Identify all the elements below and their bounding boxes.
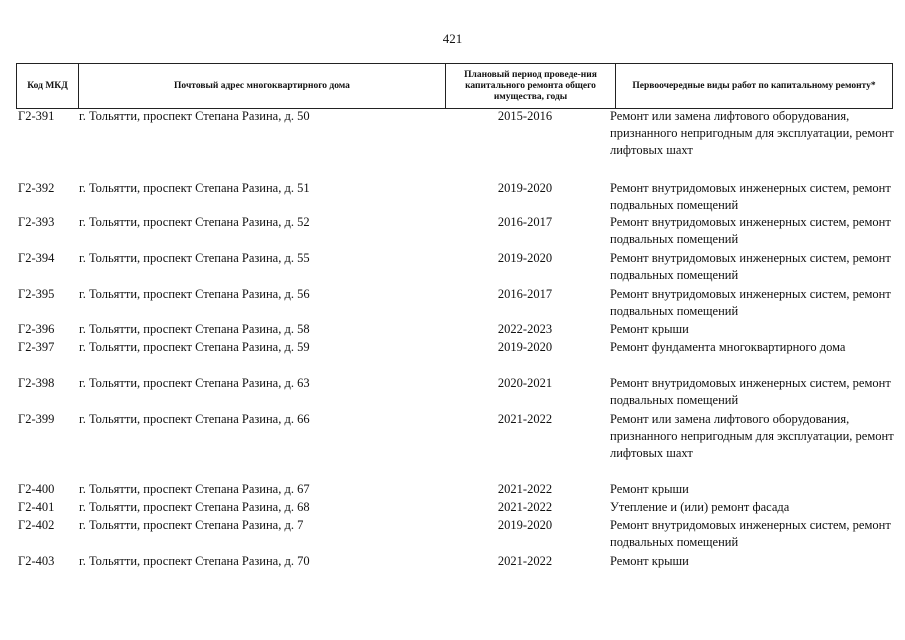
row-works: Ремонт крыши — [610, 322, 689, 336]
header-address: Почтовый адрес многоквартирного дома — [78, 64, 445, 108]
row-works: Ремонт фундамента многоквартирного дома — [610, 340, 846, 354]
row-code: Г2-399 — [18, 412, 55, 426]
row-period: 2015-2016 — [497, 109, 553, 123]
header-period: Плановый период проведе-ния капитального ремонта общего имущества, годы — [445, 64, 615, 108]
row-code: Г2-400 — [18, 482, 55, 496]
row-period: 2020-2021 — [497, 376, 553, 390]
row-period: 2019-2020 — [497, 251, 553, 265]
row-works: Ремонт внутридомовых инженерных систем, ремонт подвальных помещений — [610, 376, 891, 407]
row-address: г. Тольятти, проспект Степана Разина, д. 55 — [79, 251, 310, 265]
row-works: Ремонт внутридомовых инженерных систем, ремонт подвальных помещений — [610, 181, 891, 212]
row-code: Г2-397 — [18, 340, 55, 354]
row-code: Г2-393 — [18, 215, 55, 229]
row-works: Ремонт или замена лифтового оборудования, признанного непригодным для эксплуатации, ремонт лифтовых шахт — [610, 412, 894, 460]
row-works: Ремонт или замена лифтового оборудования, признанного непригодным для эксплуатации, ремонт лифтовых шахт — [610, 109, 894, 157]
row-address: г. Тольятти, проспект Степана Разина, д. 56 — [79, 287, 310, 301]
row-period: 2021-2022 — [497, 554, 553, 568]
row-works: Ремонт внутридомовых инженерных систем, ремонт подвальных помещений — [610, 215, 891, 246]
row-code: Г2-401 — [18, 500, 55, 514]
row-period: 2021-2022 — [497, 500, 553, 514]
row-address: г. Тольятти, проспект Степана Разина, д. 58 — [79, 322, 310, 336]
page-number: 421 — [442, 31, 463, 46]
row-address: г. Тольятти, проспект Степана Разина, д. 52 — [79, 215, 310, 229]
row-address: г. Тольятти, проспект Степана Разина, д. 7 — [79, 518, 304, 532]
row-code: Г2-395 — [18, 287, 55, 301]
row-address: г. Тольятти, проспект Степана Разина, д. 63 — [79, 376, 310, 390]
table-header — [16, 63, 893, 109]
row-works: Утепление и (или) ремонт фасада — [610, 500, 790, 514]
row-period: 2021-2022 — [497, 482, 553, 496]
row-period: 2022-2023 — [497, 322, 553, 336]
row-period: 2019-2020 — [497, 181, 553, 195]
row-address: г. Тольятти, проспект Степана Разина, д. 50 — [79, 109, 310, 123]
row-address: г. Тольятти, проспект Степана Разина, д. 67 — [79, 482, 310, 496]
header-code: Код МКД — [16, 64, 78, 108]
row-code: Г2-394 — [18, 251, 55, 265]
row-address: г. Тольятти, проспект Степана Разина, д. 70 — [79, 554, 310, 568]
row-code: Г2-398 — [18, 376, 55, 390]
row-code: Г2-391 — [18, 109, 55, 123]
row-period: 2016-2017 — [497, 287, 553, 301]
row-period: 2019-2020 — [497, 518, 553, 532]
row-address: г. Тольятти, проспект Степана Разина, д. 59 — [79, 340, 310, 354]
row-works: Ремонт внутридомовых инженерных систем, ремонт подвальных помещений — [610, 287, 891, 318]
row-address: г. Тольятти, проспект Степана Разина, д. 51 — [79, 181, 310, 195]
row-code: Г2-392 — [18, 181, 55, 195]
header-works: Первоочередные виды работ по капитальному ремонту* — [615, 64, 893, 108]
row-works: Ремонт внутридомовых инженерных систем, ремонт подвальных помещений — [610, 251, 891, 282]
row-works: Ремонт крыши — [610, 482, 689, 496]
row-code: Г2-403 — [18, 554, 55, 568]
row-period: 2016-2017 — [497, 215, 553, 229]
row-period: 2019-2020 — [497, 340, 553, 354]
row-code: Г2-402 — [18, 518, 55, 532]
row-period: 2021-2022 — [497, 412, 553, 426]
row-address: г. Тольятти, проспект Степана Разина, д. 68 — [79, 500, 310, 514]
row-works: Ремонт внутридомовых инженерных систем, ремонт подвальных помещений — [610, 518, 891, 549]
row-works: Ремонт крыши — [610, 554, 689, 568]
row-address: г. Тольятти, проспект Степана Разина, д. 66 — [79, 412, 310, 426]
row-code: Г2-396 — [18, 322, 55, 336]
